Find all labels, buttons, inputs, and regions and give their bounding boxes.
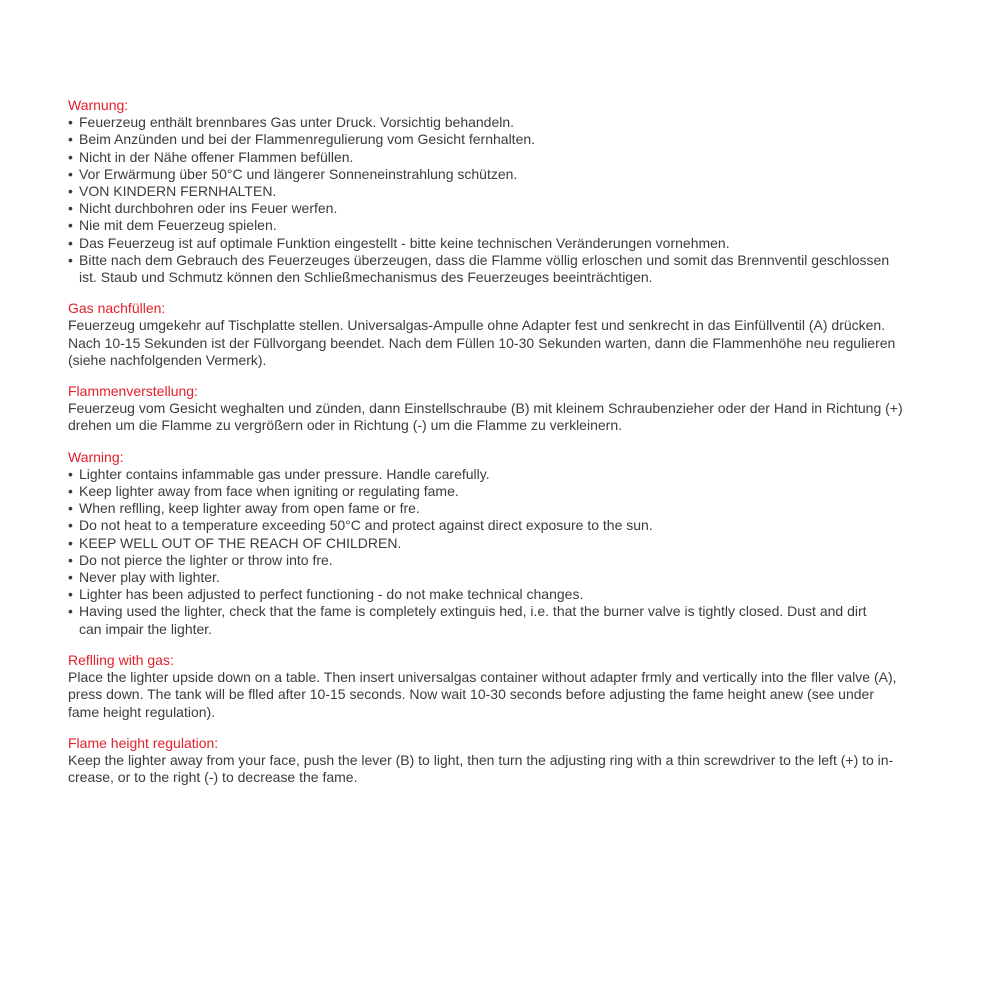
section-heading: Flammenverstellung: [68, 383, 198, 400]
bullet-item [68, 603, 978, 637]
section-heading: Flame height regulation: [68, 734, 219, 751]
bullet-glyph: • [68, 603, 73, 620]
bullet-text [79, 603, 978, 637]
bullet-text [79, 183, 978, 200]
section-warnung-de [68, 97, 978, 286]
section-heading: Warnung: [68, 97, 129, 113]
section-heading: Warning: [68, 448, 124, 465]
bullet-item [68, 535, 978, 552]
text-line: Nicht in der Nähe offener Flammen befüllen. [79, 148, 354, 165]
text-line: Bitte nach dem Gebrauch des Feuerzeuges überzeugen, dass die Flamme völlig erloschen und somit das Brennventil geschlossen [79, 251, 890, 268]
text-line: Beim Anzünden und bei der Flammenregulierung vom Gesicht fernhalten. [79, 131, 536, 148]
bullet-text [79, 149, 978, 166]
text-line: Feuerzeug umgekehr auf Tischplatte stellen. Universalgas-Ampulle ohne Adapter fest und senkrecht in das Einfüllventil (A) drücken. [68, 317, 886, 334]
text-line: Vor Erwärmung über 50°C und längerer Sonneneinstrahlung schützen. [79, 165, 518, 182]
text-line: Do not pierce the lighter or throw into fre. [79, 551, 333, 568]
text-line: Nicht durchbohren oder ins Feuer werfen. [79, 200, 338, 217]
text-line: Having used the lighter, check that the fame is completely extinguis hed, i.e. that the burner valve is tightly closed. Dust and dirt [79, 603, 867, 620]
bullet-text [79, 235, 978, 252]
bullet-text [79, 131, 978, 148]
bullet-text [79, 586, 978, 603]
text-line: press down. The tank will be flled after 10-15 seconds. Now wait 10-30 seconds before adjusting the fame height anew (see under [68, 686, 874, 703]
section-heading: Gas nachfüllen: [68, 300, 166, 317]
text-line: (siehe nachfolgenden Vermerk). [68, 351, 267, 368]
bullet-item [68, 235, 978, 252]
bullet-item [68, 252, 978, 286]
bullet-glyph: • [68, 234, 73, 251]
text-line: When reflling, keep lighter away from open fame or fre. [79, 500, 420, 517]
bullet-text [79, 535, 978, 552]
bullet-item [68, 552, 978, 569]
bullet-glyph: • [68, 517, 73, 534]
bullet-text [79, 517, 978, 534]
bullet-glyph: • [68, 569, 73, 586]
text-line: Never play with lighter. [79, 569, 220, 586]
bullet-glyph: • [68, 551, 73, 568]
instruction-sheet [68, 97, 978, 800]
text-line: fame height regulation). [68, 703, 216, 720]
text-line: Lighter contains infammable gas under pressure. Handle carefully. [79, 465, 490, 482]
bullet-glyph: • [68, 586, 73, 603]
bullet-item [68, 466, 978, 483]
bullet-text [79, 466, 978, 483]
bullet-text [79, 552, 978, 569]
bullet-text [79, 200, 978, 217]
section-warning-en [68, 449, 978, 638]
text-line: Place the lighter upside down on a table. Then insert universalgas container without adapter frmly and vertically into the fller valve (A), [68, 669, 897, 686]
section-refilling-with-gas [68, 652, 978, 721]
bullet-glyph: • [68, 148, 73, 165]
text-line: Do not heat to a temperature exceeding 50°C and protect against direct exposure to the sun. [79, 517, 653, 534]
text-line: Keep lighter away from face when igniting or regulating fame. [79, 483, 459, 500]
bullet-glyph: • [68, 131, 73, 148]
bullet-item [68, 217, 978, 234]
bullet-glyph: • [68, 217, 73, 234]
bullet-item [68, 569, 978, 586]
text-line: Nach 10-15 Sekunden ist der Füllvorgang beendet. Nach dem Füllen 10-30 Sekunden warten, dann die Flammenhöhe neu regulieren [68, 334, 896, 351]
bullet-item [68, 500, 978, 517]
bullet-text [79, 217, 978, 234]
text-line: Feuerzeug enthält brennbares Gas unter Druck. Vorsichtig behandeln. [79, 114, 515, 131]
bullet-glyph: • [68, 200, 73, 217]
bullet-item [68, 200, 978, 217]
text-line: crease, or to the right (-) to decrease the fame. [68, 769, 358, 786]
bullet-text [79, 483, 978, 500]
text-line: drehen um die Flamme zu vergrößern oder in Richtung (-) um die Flamme zu verkleinern. [68, 417, 622, 434]
bullet-glyph: • [68, 534, 73, 551]
text-line: ist. Staub und Schmutz können den Schließmechanismus des Feuerzeuges beeinträchtigen. [79, 269, 653, 286]
section-gas-nachfuellen [68, 300, 978, 369]
text-line: Keep the lighter away from your face, push the lever (B) to light, then turn the adjusting ring with a thin screwdriver to the left (+) to in- [68, 751, 894, 768]
text-line: VON KINDERN FERNHALTEN. [79, 183, 277, 200]
bullet-glyph: • [68, 251, 73, 268]
text-line: Nie mit dem Feuerzeug spielen. [79, 217, 277, 234]
text-line: Feuerzeug vom Gesicht weghalten und zünden, dann Einstellschraube (B) mit kleinem Schraubenzieher oder der Hand in Richtung (+) [68, 400, 903, 417]
bullet-item [68, 586, 978, 603]
text-line: can impair the lighter. [79, 620, 213, 637]
bullet-text [79, 114, 978, 131]
bullet-text [79, 569, 978, 586]
bullet-item [68, 517, 978, 534]
bullet-glyph: • [68, 165, 73, 182]
bullet-item [68, 149, 978, 166]
bullet-text [79, 166, 978, 183]
bullet-glyph: • [68, 483, 73, 500]
bullet-item [68, 131, 978, 148]
section-flame-height-regulation [68, 735, 978, 787]
bullet-text [79, 252, 978, 286]
text-line: Das Feuerzeug ist auf optimale Funktion eingestellt - bitte keine technischen Veränderungen vornehmen. [79, 234, 730, 251]
section-heading: Reflling with gas: [68, 651, 174, 668]
bullet-item [68, 483, 978, 500]
bullet-item [68, 114, 978, 131]
bullet-glyph: • [68, 465, 73, 482]
text-line: KEEP WELL OUT OF THE REACH OF CHILDREN. [79, 534, 402, 551]
bullet-glyph: • [68, 500, 73, 517]
bullet-glyph: • [68, 183, 73, 200]
bullet-item [68, 166, 978, 183]
text-line: Lighter has been adjusted to perfect functioning - do not make technical changes. [79, 586, 584, 603]
bullet-item [68, 183, 978, 200]
section-flammenverstellung [68, 383, 978, 435]
bullet-text [79, 500, 978, 517]
bullet-glyph: • [68, 114, 73, 131]
